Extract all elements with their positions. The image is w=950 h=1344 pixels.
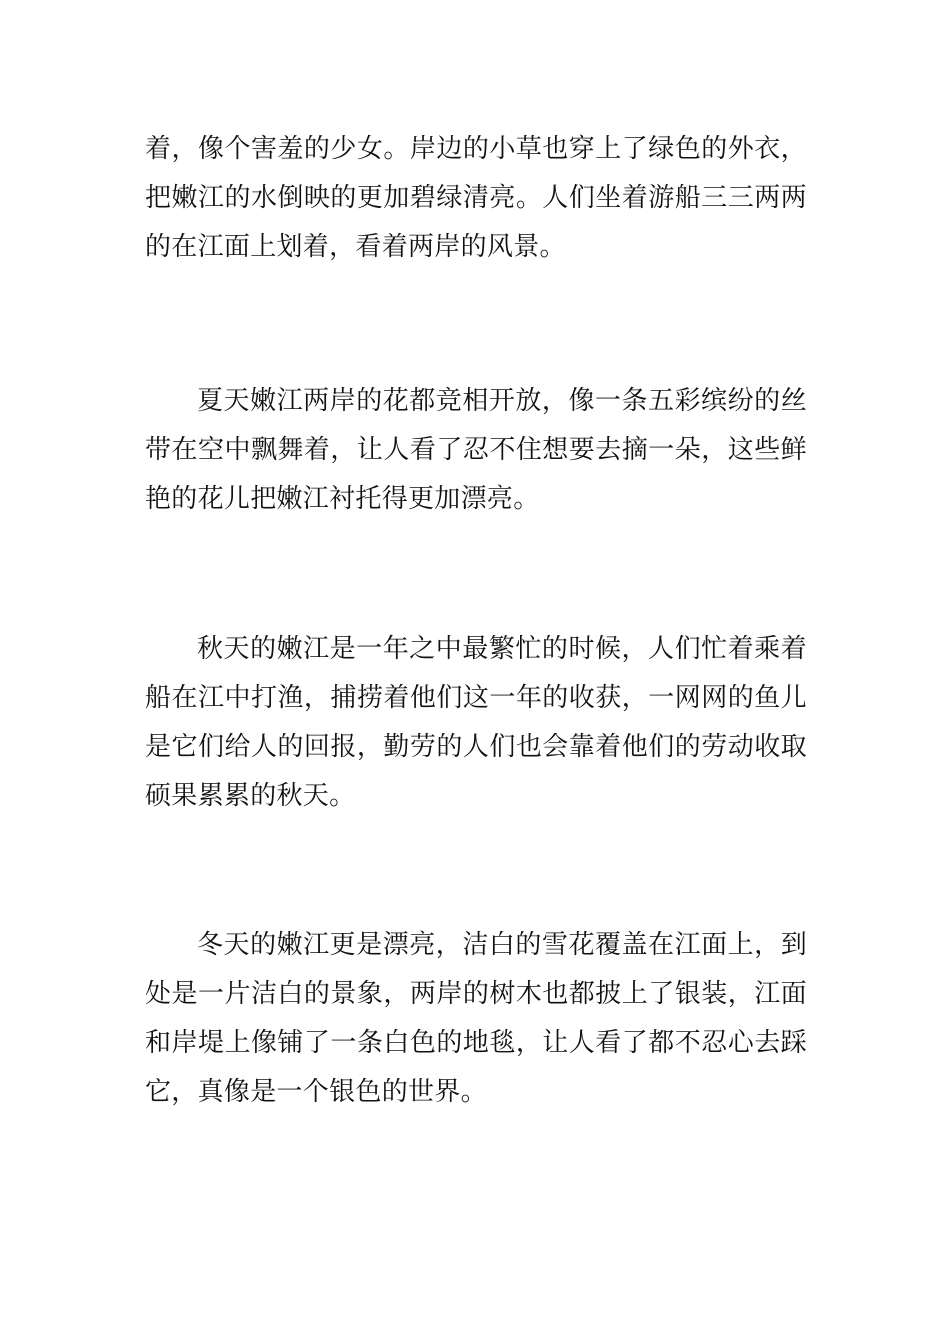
paragraph-winter: 冬天的嫩江更是漂亮，洁白的雪花覆盖在江面上，到处是一片洁白的景象，两岸的树木也都披上了银装，江面和岸堤上像铺了一条白色的地毯，让人看了都不忍心去踩它，真像是一个银色的世界。 bbox=[145, 930, 807, 1107]
paragraph-continuation: 着，像个害羞的少女。岸边的小草也穿上了绿色的外衣，把嫩江的水倒映的更加碧绿清亮。人们坐着游船三三两两的在江面上划着，看着两岸的风景。 bbox=[145, 134, 807, 262]
paragraph-autumn: 秋天的嫩江是一年之中最繁忙的时候，人们忙着乘着船在江中打渔，捕捞着他们这一年的收获，一网网的鱼儿是它们给人的回报，勤劳的人们也会靠着他们的劳动收取硕果累累的秋天。 bbox=[145, 634, 807, 811]
paragraph-summer: 夏天嫩江两岸的花都竞相开放，像一条五彩缤纷的丝带在空中飘舞着，让人看了忍不住想要去摘一朵，这些鲜艳的花儿把嫩江衬托得更加漂亮。 bbox=[145, 386, 807, 514]
